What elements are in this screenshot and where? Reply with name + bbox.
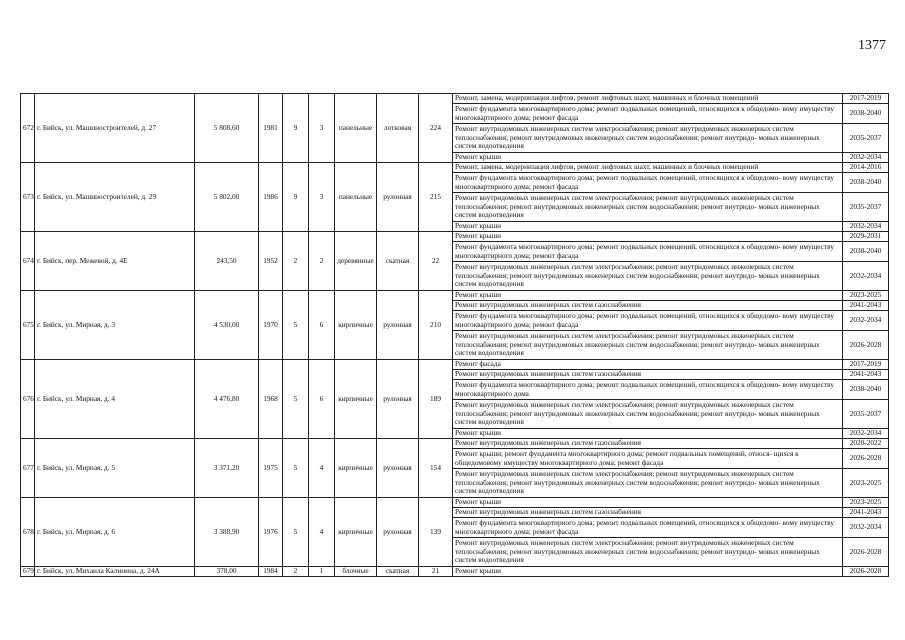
building-number: 673: [21, 163, 35, 232]
building-area: 5 802,00: [195, 163, 259, 232]
building-wall-material: панельные: [335, 163, 377, 232]
page-number: 1377: [858, 38, 886, 53]
repair-work-period: 2035-2037: [843, 193, 889, 222]
repair-work-period: 2023-2025: [843, 469, 889, 498]
building-roof-type: рулонная: [377, 291, 419, 360]
building-number: 678: [21, 498, 35, 567]
table-row: [21, 163, 889, 173]
building-residents: 215: [419, 163, 453, 232]
repair-work-period: 2038-2040: [843, 380, 889, 400]
repair-work-description: Ремонт внутридомовых инженерных систем электроснабжения; ремонт внутридомовых инженерных систем теплоснабжения; ремонт внутридомовых инженерных систем водоснабжения; ремонт внутридо- мовых инженерных систем водоотведения: [453, 538, 843, 567]
repair-work-description: Ремонт внутридомовых инженерных систем газоснабжения: [453, 370, 843, 380]
building-wall-material: кирпичные: [335, 498, 377, 567]
repair-work-description: Ремонт фундамента многоквартирного дома; ремонт подвальных помещений, относящихся к общедомо- вому имуществу многоквартирного дома: [453, 380, 843, 400]
building-year: 1984: [259, 567, 283, 577]
building-floors: 9: [283, 163, 309, 232]
repair-work-period: 2038-2040: [843, 242, 889, 262]
repair-work-period: 2014-2016: [843, 163, 889, 173]
building-residents: 154: [419, 439, 453, 498]
building-entrances: 4: [309, 498, 335, 567]
repair-work-period: 2041-2043: [843, 508, 889, 518]
repair-work-description: Ремонт внутридомовых инженерных систем электроснабжения; ремонт внутридомовых инженерных систем теплоснабжения; ремонт внутридомовых инженерных систем водоснабжения; ремонт внутридо- мовых инженерных систем водоотведения: [453, 469, 843, 498]
repair-work-description: Ремонт внутридомовых инженерных систем электроснабжения; ремонт внутридомовых инженерных систем теплоснабжения; ремонт внутридомовых инженерных систем водоснабжения; ремонт внутридо- мовых инженерных систем водоотведения: [453, 262, 843, 291]
repair-work-period: 2032-2034: [843, 262, 889, 291]
repair-work-description: Ремонт внутридомовых инженерных систем электроснабжения; ремонт внутридомовых инженерных систем теплоснабжения; ремонт внутридомовых инженерных систем водоснабжения; ремонт внутридо- мовых инженерных систем водоотведения: [453, 193, 843, 222]
repair-work-description: Ремонт, замена, модернизация лифтов, ремонт лифтовых шахт, машинных и блочных помещений: [453, 94, 843, 104]
building-year: 1976: [259, 498, 283, 567]
table-row: [21, 360, 889, 370]
building-entrances: 6: [309, 291, 335, 360]
building-area: 243,50: [195, 232, 259, 291]
table-row: [21, 291, 889, 301]
repair-work-period: 2032-2034: [843, 429, 889, 439]
building-address: г. Бийск, ул. Мирная, д. 3: [35, 291, 195, 360]
repair-work-description: Ремонт внутридомовых инженерных систем электроснабжения; ремонт внутридомовых инженерных систем теплоснабжения; ремонт внутридомовых инженерных систем водоснабжения; ремонт внутридо- мовых инженерных систем водоотведения: [453, 400, 843, 429]
capital-repair-table: [20, 93, 889, 577]
building-roof-type: скатная: [377, 232, 419, 291]
repair-work-description: Ремонт внутридомовых инженерных систем электроснабжения; ремонт внутридомовых инженерных систем теплоснабжения; ремонт внутридомовых инженерных систем водоснабжения; ремонт внутридо- мовых инженерных систем водоотведения: [453, 124, 843, 153]
table-row: [21, 94, 889, 104]
repair-work-description: Ремонт фундамента многоквартирного дома; ремонт подвальных помещений, относящихся к общедомо- вому имуществу многоквартирного дома; ремонт фасада: [453, 311, 843, 331]
building-area: 4 530,00: [195, 291, 259, 360]
repair-work-description: Ремонт внутридомовых инженерных систем электроснабжения; ремонт внутридомовых инженерных систем теплоснабжения; ремонт внутридомовых инженерных систем водоснабжения; ремонт внутридо- мовых инженерных систем водоотведения: [453, 331, 843, 360]
repair-work-period: 2032-2034: [843, 153, 889, 163]
repair-work-description: Ремонт крыши: [453, 498, 843, 508]
building-number: 677: [21, 439, 35, 498]
building-floors: 5: [283, 439, 309, 498]
building-floors: 2: [283, 567, 309, 577]
repair-work-period: 2029-2031: [843, 232, 889, 242]
table-row: [21, 232, 889, 242]
building-area: 378,00: [195, 567, 259, 577]
repair-work-description: Ремонт крыши: [453, 232, 843, 242]
building-roof-type: скатная: [377, 567, 419, 577]
building-number: 674: [21, 232, 35, 291]
building-residents: 224: [419, 94, 453, 163]
building-entrances: 3: [309, 163, 335, 232]
building-floors: 5: [283, 360, 309, 439]
repair-work-period: 2041-2043: [843, 370, 889, 380]
building-wall-material: кирпичные: [335, 439, 377, 498]
building-floors: 9: [283, 94, 309, 163]
building-area: 5 808,60: [195, 94, 259, 163]
repair-work-description: Ремонт внутридомовых инженерных систем газоснабжения: [453, 508, 843, 518]
repair-work-period: 2032-2034: [843, 518, 889, 538]
building-address: г. Бийск, ул. Мирная, д. 5: [35, 439, 195, 498]
building-address: г. Бийск, ул. Машиностроителей, д. 29: [35, 163, 195, 232]
building-area: 3 388,90: [195, 498, 259, 567]
building-floors: 5: [283, 291, 309, 360]
repair-work-description: Ремонт крыши: [453, 567, 843, 577]
repair-work-period: 2026-2028: [843, 331, 889, 360]
repair-work-description: Ремонт крыши: [453, 222, 843, 232]
repair-work-period: 2023-2025: [843, 498, 889, 508]
repair-work-period: 2017-2019: [843, 360, 889, 370]
repair-work-description: Ремонт фундамента многоквартирного дома; ремонт подвальных помещений, относящихся к общедомо- вому имуществу многоквартирного дома; ремонт фасада: [453, 242, 843, 262]
building-roof-type: рулонная: [377, 439, 419, 498]
table-row: [21, 498, 889, 508]
building-year: 1952: [259, 232, 283, 291]
building-address: г. Бийск, ул. Мирная, д. 4: [35, 360, 195, 439]
building-residents: 22: [419, 232, 453, 291]
repair-work-period: 2032-2034: [843, 311, 889, 331]
repair-work-period: 2026-2028: [843, 449, 889, 469]
building-entrances: 3: [309, 94, 335, 163]
repair-work-description: Ремонт внутридомовых инженерных систем газоснабжения: [453, 439, 843, 449]
repair-work-description: Ремонт фундамента многоквартирного дома; ремонт подвальных помещений, относящихся к общедомо- вому имуществу многоквартирного дома; ремонт фасада: [453, 518, 843, 538]
building-number: 675: [21, 291, 35, 360]
building-area: 4 476,80: [195, 360, 259, 439]
repair-work-description: Ремонт крыши: [453, 429, 843, 439]
repair-work-description: Ремонт фасада: [453, 360, 843, 370]
repair-work-period: 2035-2037: [843, 400, 889, 429]
building-area: 3 371,20: [195, 439, 259, 498]
repair-work-description: Ремонт крыши; ремонт фундамента многоквартирного дома; ремонт подвальных помещений, относя- щихся к общедомовому имуществу многоквартирного дома; ремонт фасада: [453, 449, 843, 469]
building-address: г. Бийск, ул. Михаила Калинина, д. 24А: [35, 567, 195, 577]
repair-work-period: 2032-2034: [843, 222, 889, 232]
building-year: 1968: [259, 360, 283, 439]
table-row: [21, 439, 889, 449]
repair-work-period: 2035-2037: [843, 124, 889, 153]
repair-work-period: 2038-2040: [843, 173, 889, 193]
repair-work-period: 2017-2019: [843, 94, 889, 104]
repair-work-description: Ремонт крыши: [453, 153, 843, 163]
building-entrances: 4: [309, 439, 335, 498]
building-roof-type: рулонная: [377, 360, 419, 439]
repair-work-period: 2038-2040: [843, 104, 889, 124]
table-row: [21, 567, 889, 577]
building-residents: 139: [419, 498, 453, 567]
repair-work-period: 2023-2025: [843, 291, 889, 301]
building-address: г. Бийск, ул. Машиностроителей, д. 27: [35, 94, 195, 163]
building-wall-material: кирпичные: [335, 291, 377, 360]
building-residents: 189: [419, 360, 453, 439]
building-residents: 210: [419, 291, 453, 360]
building-year: 1970: [259, 291, 283, 360]
building-wall-material: деревянные: [335, 232, 377, 291]
building-number: 679: [21, 567, 35, 577]
repair-work-description: Ремонт внутридомовых инженерных систем газоснабжения: [453, 301, 843, 311]
building-wall-material: блочные: [335, 567, 377, 577]
building-floors: 2: [283, 232, 309, 291]
building-roof-type: рулонная: [377, 498, 419, 567]
building-address: г. Бийск, ул. Мирная, д. 6: [35, 498, 195, 567]
table-body: [21, 94, 889, 577]
building-entrances: 2: [309, 232, 335, 291]
building-wall-material: кирпичные: [335, 360, 377, 439]
building-number: 676: [21, 360, 35, 439]
building-year: 1986: [259, 163, 283, 232]
building-entrances: 1: [309, 567, 335, 577]
repair-work-period: 2026-2028: [843, 538, 889, 567]
building-roof-type: лотковая: [377, 94, 419, 163]
repair-work-period: 2041-2043: [843, 301, 889, 311]
repair-work-period: 2026-2028: [843, 567, 889, 577]
building-wall-material: панельные: [335, 94, 377, 163]
repair-work-description: Ремонт крыши: [453, 291, 843, 301]
building-floors: 5: [283, 498, 309, 567]
building-entrances: 6: [309, 360, 335, 439]
repair-work-description: Ремонт, замена, модернизация лифтов, ремонт лифтовых шахт, машинных и блочных помещений: [453, 163, 843, 173]
repair-work-description: Ремонт фундамента многоквартирного дома; ремонт подвальных помещений, относящихся к общедомо- вому имуществу многоквартирного дома; ремонт фасада: [453, 104, 843, 124]
repair-work-description: Ремонт фундамента многоквартирного дома; ремонт подвальных помещений, относящихся к общедомо- вому имуществу многоквартирного дома; ремонт фасада: [453, 173, 843, 193]
building-address: г. Бийск, пер. Межевой, д. 4Е: [35, 232, 195, 291]
building-residents: 21: [419, 567, 453, 577]
repair-work-period: 2020-2022: [843, 439, 889, 449]
building-year: 1981: [259, 94, 283, 163]
building-roof-type: рулонная: [377, 163, 419, 232]
building-year: 1975: [259, 439, 283, 498]
building-number: 672: [21, 94, 35, 163]
